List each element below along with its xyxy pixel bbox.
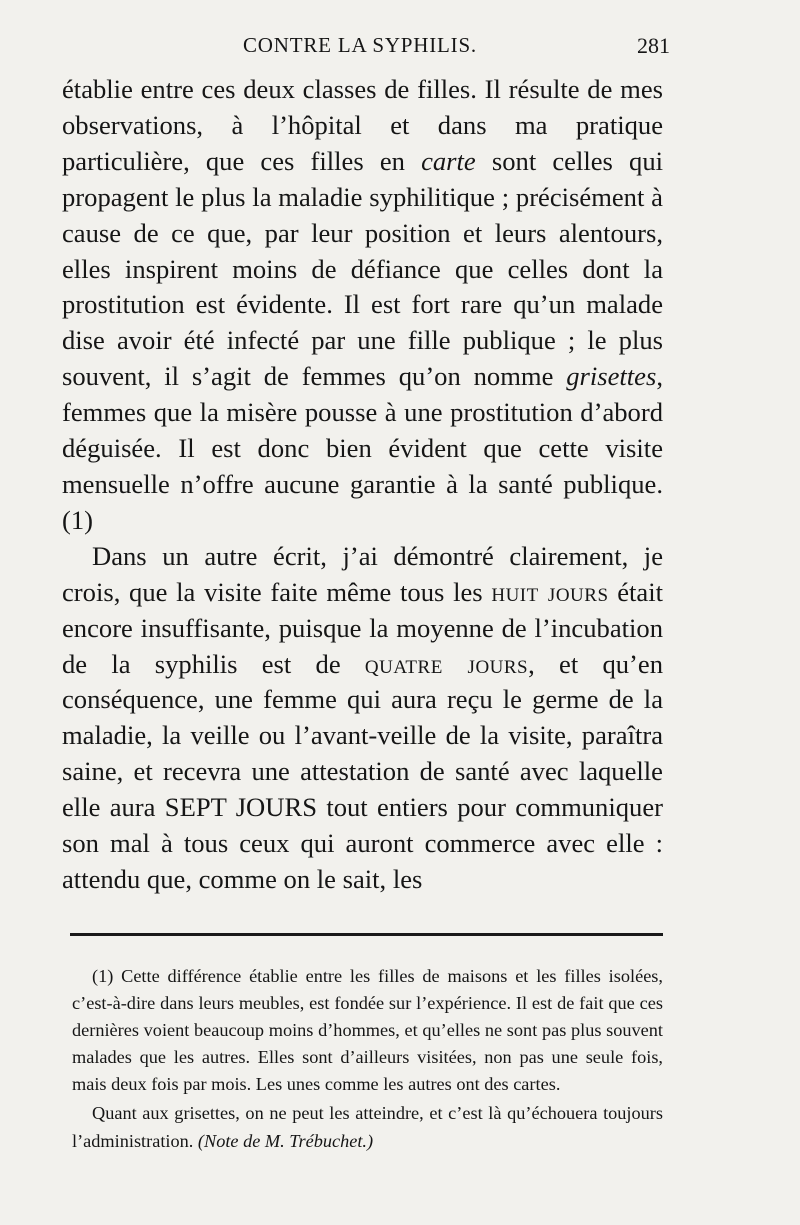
footnote-paragraph-2-text: Quant aux grisettes, on ne peut les atteindre, et c’est là qu’échouera toujours l’administration.	[72, 1103, 663, 1151]
italic-term-carte: carte	[421, 145, 476, 176]
paragraph-2-text-c: , et qu’en conséquence, une femme qui aura reçu le germe de la maladie, la veille ou l’avant-veille de la visite, paraîtra saine, et recevra une attestation de santé avec laquelle elle aura	[62, 648, 664, 823]
caps-sept-jours: SEPT JOURS	[164, 792, 317, 823]
paragraph-1	[62, 72, 663, 539]
italic-term-grisettes: grisettes	[566, 361, 657, 392]
paragraph-2-text-b: était encore insuffisante, puisque la moyenne de l’incubation de la syphilis est de	[62, 576, 664, 679]
footnote	[72, 963, 663, 1155]
footnote-paragraph-1: (1) Cette différence établie entre les filles de maisons et les filles isolées, c’est-à-dire dans leurs meubles, est fondée sur l’expérience. Il est de fait que ces dernières voient beaucoup moins d’hommes, et qu’elles ne sont pas plus souvent malades que les autres. Elles sont d’ailleurs visitées, non pas une seule fois, mais deux fois par mois. Les unes comme les autres ont des cartes.	[72, 966, 663, 1095]
page-header	[60, 33, 670, 67]
paragraph-2	[62, 539, 663, 898]
paragraph-2-text-d: tout entiers pour communiquer son mal à tous ceux qui auront commerce avec elle : attendu que, comme on le sait, les	[62, 792, 663, 894]
paragraph-1-text-b: sont celles qui propagent le plus la maladie syphilitique ; précisément à cause de ce que, par leur position et leurs alentours, elles inspirent moins de défiance que celles dont la prostitution est évidente. Il est fort rare qu’un malade dise avoir été infecté par une fille publique ; le plus souvent, il s’agit de femmes qu’on nomme	[62, 145, 664, 392]
footnote-attribution: (Note de M. Trébuchet.)	[197, 1130, 374, 1151]
page-number: 281	[637, 33, 670, 58]
footnote-paragraph-2	[72, 1100, 663, 1154]
paragraph-1-text-a: établie entre ces deux classes de filles. Il résulte de mes observations, à l’hôpital et dans ma pratique particulière, que ces filles en	[62, 74, 663, 176]
running-title: CONTRE LA SYPHILIS.	[243, 33, 477, 57]
small-caps-quatre-jours: quatre jours	[364, 648, 529, 679]
main-text	[62, 72, 663, 898]
paragraph-1-text-c: , femmes que la misère pousse à une prostitution d’abord déguisée. Il est donc bien évident que cette visite mensuelle n’offre aucune garantie à la santé publique. (1)	[62, 361, 663, 535]
paragraph-2-text-a: Dans un autre écrit, j’ai démontré clairement, je crois, que la visite faite même tous les	[62, 540, 663, 607]
footnote-rule	[70, 933, 663, 936]
small-caps-huit-jours: huit jours	[491, 576, 609, 607]
